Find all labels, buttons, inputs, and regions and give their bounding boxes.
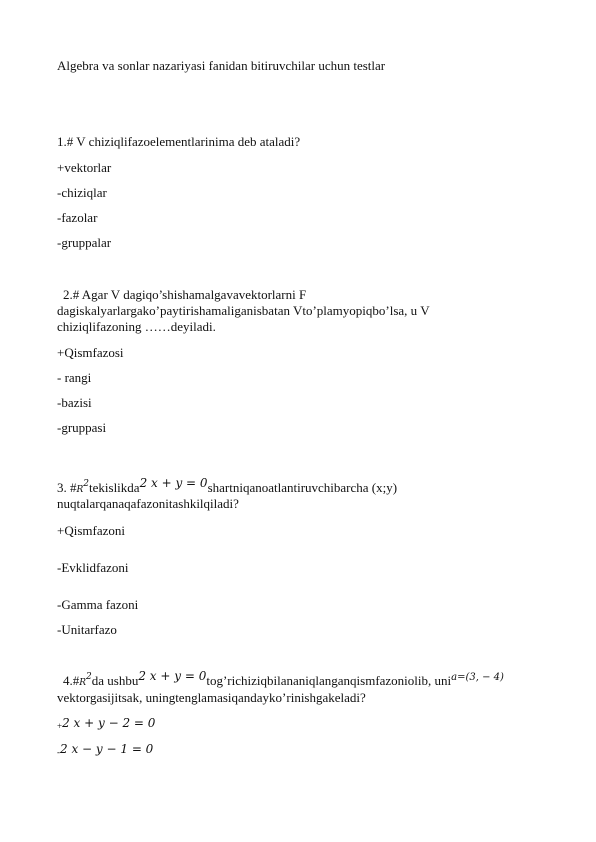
set-symbol: R bbox=[76, 485, 84, 495]
question-3-option-4: -Unitarfazo bbox=[57, 622, 117, 637]
question-3-prefix: 3. # bbox=[57, 480, 77, 495]
question-2-option-2: - rangi bbox=[57, 370, 92, 385]
set-exponent: 2 bbox=[86, 672, 92, 682]
option-sign: - bbox=[57, 747, 60, 757]
question-4-prefix: 4.# bbox=[63, 673, 80, 688]
question-1-option-2: -chiziqlar bbox=[57, 185, 107, 200]
question-2-option-1: +Qismfazosi bbox=[57, 345, 124, 360]
set-exponent: 2 bbox=[83, 479, 90, 489]
question-3-text-a: tekislikda bbox=[89, 480, 140, 495]
question-2-option-3: -bazisi bbox=[57, 395, 92, 410]
question-1-option-1: +vektorlar bbox=[57, 160, 112, 175]
set-symbol: R bbox=[79, 678, 87, 688]
question-1-option-3: -fazolar bbox=[57, 210, 98, 225]
question-4-option-1 bbox=[57, 715, 155, 734]
question-1-text: 1.# V chiziqlifazoelementlarinima deb ataladi? bbox=[57, 134, 301, 149]
question-3-text-b: shartniqanoatlantiruvchibarcha (x;y) bbox=[207, 480, 398, 495]
document-title: Algebra va sonlar nazariyasi fanidan bitiruvchilar uchun testlar bbox=[57, 58, 386, 73]
question-2-option-4: -gruppasi bbox=[57, 420, 107, 435]
question-3-option-2: -Evklidfazoni bbox=[57, 560, 129, 575]
question-4-option-2 bbox=[57, 741, 153, 760]
question-4-text-a: da ushbu bbox=[91, 673, 139, 688]
question-3-equation: 2 x + y = 0 bbox=[139, 476, 208, 490]
question-4-text-line-1 bbox=[63, 669, 504, 691]
question-4-text-line-2: vektorgasijitsak, uningtenglamasiqandayko’rinishgakeladi? bbox=[57, 690, 366, 705]
option-expression: 2 x − y − 1 = 0 bbox=[60, 742, 154, 756]
question-2-text-line-1: 2.# Agar V dagiqo’shishamalgavavektorlarni F bbox=[63, 287, 307, 302]
question-4-text-b: tog’richiziqbilananiqlanganqismfazoniolib, uni bbox=[206, 673, 452, 688]
question-4-vector: a=(3, − 4) bbox=[451, 672, 504, 683]
question-3-text-line-2: nuqtalarqanaqafazonitashkilqiladi? bbox=[57, 496, 239, 511]
question-2-text-line-3: chiziqlifazoning ……deyiladi. bbox=[57, 319, 216, 334]
question-3-option-3: -Gamma fazoni bbox=[57, 597, 139, 612]
question-3-option-1: +Qismfazoni bbox=[57, 523, 125, 538]
option-expression: 2 x + y − 2 = 0 bbox=[62, 716, 156, 730]
question-2-text-line-2: dagiskalyarlargako’paytirishamaliganisbatan Vto’plamyopiqbo’lsa, u V bbox=[57, 303, 430, 318]
question-4-equation: 2 x + y = 0 bbox=[138, 669, 207, 683]
option-sign: + bbox=[57, 721, 63, 731]
question-1-option-4: -gruppalar bbox=[57, 235, 112, 250]
